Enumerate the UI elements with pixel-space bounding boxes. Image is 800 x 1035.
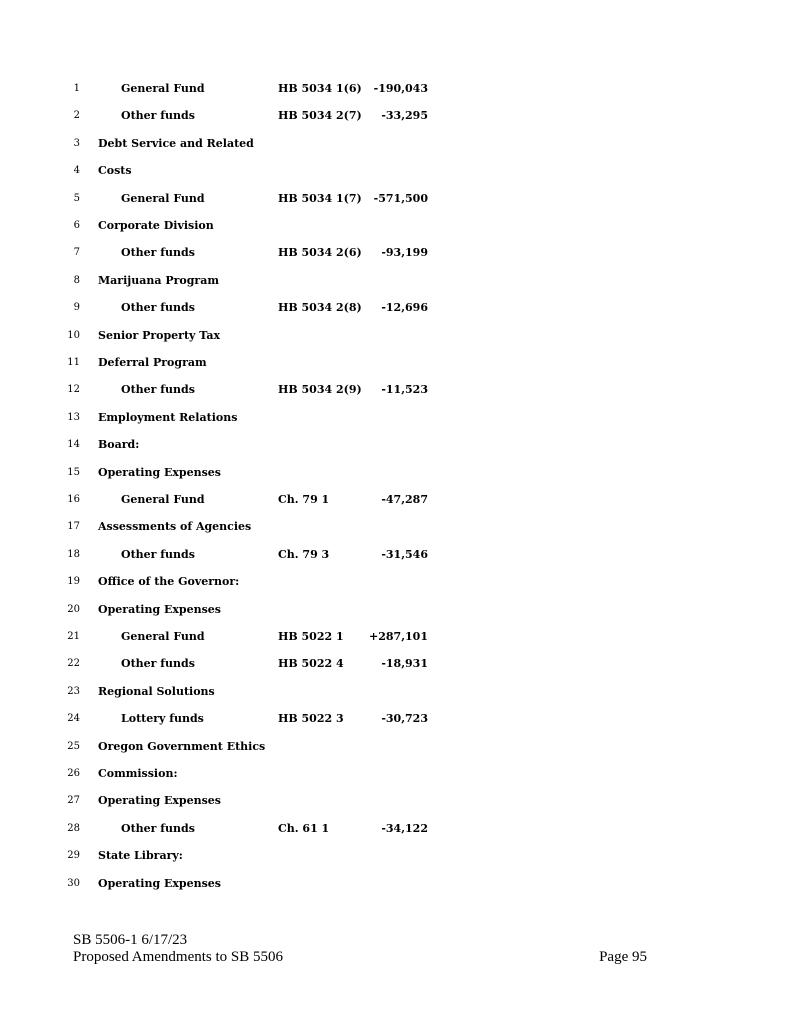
line-number: 28 [67,822,80,834]
footer-page-number: Page 95 [599,949,647,965]
bill-reference: HB 5034 1(6) [278,82,362,95]
document-line [0,107,800,125]
program-label: Corporate Division [98,219,214,232]
fund-label: General Fund [121,191,205,205]
line-number: 1 [73,83,80,94]
document-line [0,491,800,509]
fund-label: Other funds [121,246,195,260]
fund-label: Other funds [121,821,195,835]
line-number: 9 [73,302,80,314]
amount-value: -33,295 [381,109,428,123]
line-number: 21 [67,631,80,642]
line-number: 11 [67,357,80,368]
document-line [0,190,800,208]
program-label: Oregon Government Ethics [98,739,266,753]
fund-label: Other funds [121,657,195,671]
line-number: 7 [73,247,80,259]
line-number: 18 [67,548,80,560]
program-label: Deferral Program [98,356,207,369]
line-number: 15 [67,466,80,478]
fund-label: Lottery funds [121,712,204,726]
line-number: 5 [73,192,80,204]
line-number: 30 [67,877,80,889]
line-number: 29 [67,850,80,862]
bill-reference: HB 5034 2(6) [278,246,362,260]
document-line [0,573,800,591]
program-label: Marijuana Program [98,273,219,287]
document-line [0,710,800,728]
line-number: 4 [73,165,80,177]
document-line [0,738,800,756]
bill-reference: HB 5022 3 [278,712,344,726]
line-number: 16 [67,494,80,505]
line-number: 19 [67,576,80,588]
program-label: Costs [98,164,132,178]
amount-value: -571,500 [373,191,428,205]
document-line [0,601,800,619]
document-line [0,272,800,290]
document-line [0,162,800,180]
document-line [0,381,800,399]
program-label: State Library: [98,849,183,863]
document-line [0,327,800,345]
line-number: 10 [67,329,80,341]
bill-reference: HB 5034 1(7) [278,191,362,205]
footer-doc-id: SB 5506-1 6/17/23 [73,932,188,948]
amount-value: -47,287 [381,493,428,506]
line-number: 24 [67,713,80,725]
bill-reference: HB 5034 2(7) [278,109,362,123]
document-line [0,765,800,783]
line-number: 20 [67,603,80,615]
program-label: Operating Expenses [98,876,221,890]
document-line [0,299,800,317]
fund-label: General Fund [121,82,205,95]
program-label: Operating Expenses [98,794,221,808]
line-number: 22 [67,658,80,670]
fund-label: Other funds [121,547,195,561]
line-number: 23 [67,685,80,697]
line-number: 27 [67,795,80,807]
line-number: 13 [67,411,80,423]
amount-value: -18,931 [381,657,428,671]
document-line [0,655,800,673]
bill-reference: Ch. 79 1 [278,493,330,506]
bill-reference: HB 5034 2(9) [278,383,362,397]
amount-value: -31,546 [381,547,428,561]
document-line [0,135,800,153]
amount-value: -93,199 [381,246,428,260]
bill-reference: Ch. 61 1 [278,821,330,835]
line-number: 6 [73,220,80,231]
bill-reference: HB 5022 1 [278,630,344,643]
program-label: Senior Property Tax [98,328,221,342]
amount-value: -190,043 [373,82,428,95]
line-number: 17 [67,521,80,533]
document-line [0,354,800,372]
document-line [0,820,800,838]
program-label: Office of the Governor: [98,575,240,589]
line-number: 26 [67,768,80,779]
fund-label: Other funds [121,383,195,397]
amount-value: -11,523 [381,383,428,397]
document-line [0,875,800,893]
line-number: 14 [67,439,80,451]
footer-title: Proposed Amendments to SB 5506 [73,949,284,965]
bill-reference: Ch. 79 3 [278,547,330,561]
document-line [0,244,800,262]
program-label: Debt Service and Related [98,136,254,150]
document-line [0,847,800,865]
document-line [0,217,800,235]
fund-label: General Fund [121,493,205,506]
amount-value: -30,723 [381,712,428,726]
document-line [0,792,800,810]
amount-value: -12,696 [381,301,428,315]
document-line [0,546,800,564]
document-line [0,518,800,536]
document-line [0,436,800,454]
line-number: 12 [67,384,80,396]
line-number: 8 [73,274,80,286]
fund-label: Other funds [121,301,195,315]
program-label: Operating Expenses [98,465,221,479]
amount-value: +287,101 [369,630,428,643]
document-line [0,683,800,701]
amount-value: -34,122 [381,821,428,835]
program-label: Employment Relations [98,410,238,424]
program-label: Assessments of Agencies [98,520,252,534]
document-line [0,628,800,646]
document-line [0,464,800,482]
program-label: Board: [98,438,140,452]
program-label: Commission: [98,767,178,780]
fund-label: Other funds [121,109,195,123]
bill-reference: HB 5034 2(8) [278,301,362,315]
line-number: 3 [73,137,80,149]
line-number: 2 [73,110,80,122]
document-line [0,409,800,427]
program-label: Operating Expenses [98,602,221,616]
bill-reference: HB 5022 4 [278,657,344,671]
document-line [0,80,800,98]
program-label: Regional Solutions [98,684,215,698]
fund-label: General Fund [121,630,205,643]
line-number: 25 [67,740,80,752]
